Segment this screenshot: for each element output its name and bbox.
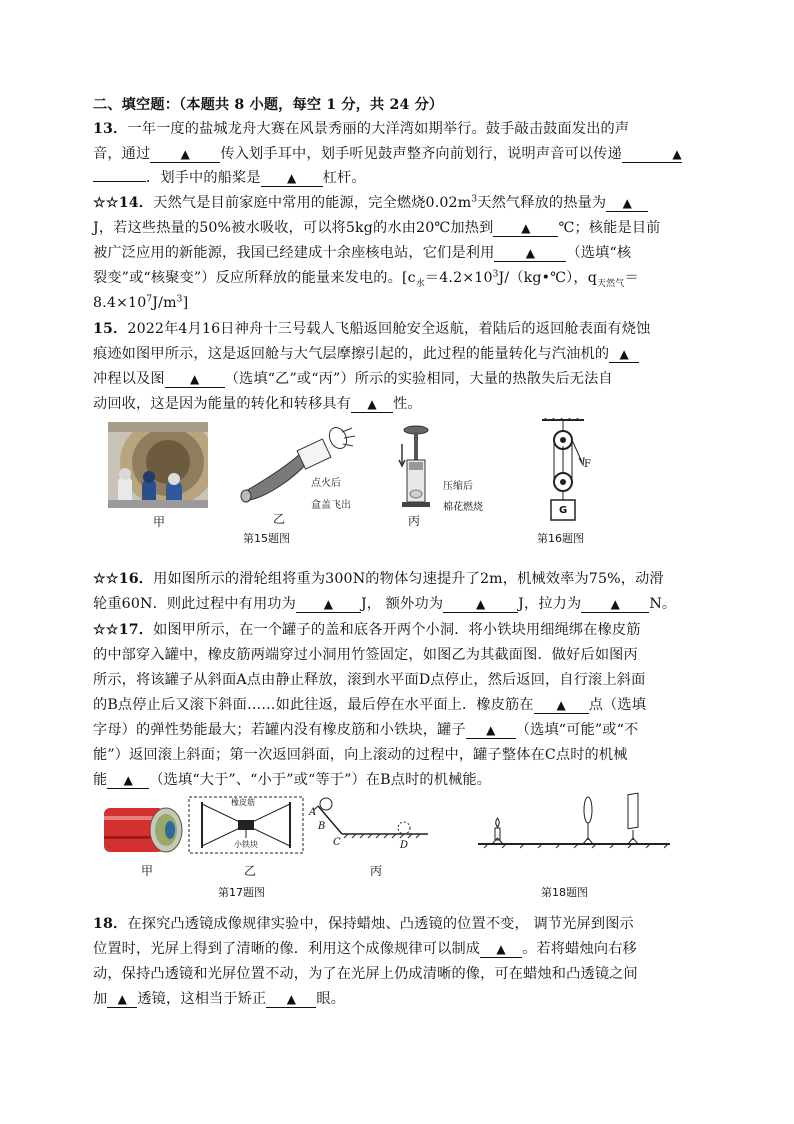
fig17-label-yi: 乙 bbox=[244, 864, 257, 878]
q17-line7 bbox=[93, 770, 705, 790]
q18-line4 bbox=[93, 989, 705, 1009]
q18-number: 18． bbox=[93, 916, 128, 932]
fig15-bing-text1: 压缩后 bbox=[443, 481, 473, 492]
blank-marker: ▲ bbox=[619, 347, 629, 361]
fig17-point-b: B bbox=[318, 821, 326, 832]
q14-line5 bbox=[93, 293, 705, 313]
fig17-label-jia: 甲 bbox=[141, 864, 154, 878]
fig15-bing-drawing bbox=[396, 424, 436, 508]
q15-text: 动回收，这是因为能量的转化和转移具有 bbox=[93, 396, 352, 412]
answer-blank[interactable] bbox=[93, 181, 146, 182]
q14-text: J，若这些热量的50%被水吸收，可以将5kg的水由20℃加热到 bbox=[93, 220, 494, 236]
q14-line2 bbox=[93, 218, 705, 238]
fig16-weight-label: G bbox=[559, 505, 568, 516]
q14-line3 bbox=[93, 243, 705, 263]
q18-text: 在探究凸透镜成像规律实验中，保持蜡烛、凸透镜的位置不变， 调节光屏到图示 bbox=[127, 916, 634, 932]
q14-text: ＝4.2×10 bbox=[424, 270, 493, 286]
fig15-label-bing: 丙 bbox=[408, 514, 421, 528]
q15-text: 冲程以及图 bbox=[93, 371, 165, 387]
q13-line3 bbox=[93, 168, 705, 188]
fig17-label-bing: 丙 bbox=[370, 864, 383, 878]
q18-line2 bbox=[93, 939, 705, 959]
fig17-ramp-diagram bbox=[308, 796, 432, 854]
q14-text: 天然气是目前家庭中常用的能源，完全燃烧0.02m bbox=[153, 195, 472, 211]
q14-text: 7 bbox=[146, 294, 153, 305]
q14-text: J/（kg•℃），q bbox=[498, 270, 597, 286]
q14-text: 被广泛应用的新能源，我国已经建成十余座核电站，它们是利用 bbox=[93, 245, 495, 261]
blank-marker: ▲ bbox=[486, 723, 496, 737]
q14-text: 裂变”或“核聚变”）反应所释放的能量来发电的。[c bbox=[93, 270, 416, 286]
q16-line2 bbox=[93, 594, 705, 614]
blank-marker: ▲ bbox=[123, 773, 134, 787]
fig15-photo-capsule bbox=[108, 422, 208, 508]
q16-line1 bbox=[93, 569, 705, 589]
q14-text: 天然气释放的热量为 bbox=[477, 195, 607, 211]
fig15-label-jia: 甲 bbox=[153, 515, 166, 529]
blank-marker: ▲ bbox=[190, 372, 200, 386]
answer-blank[interactable] bbox=[480, 942, 522, 958]
fig17-caption: 第17题图 bbox=[218, 886, 265, 899]
q17-text: （选填“可能”或“不 bbox=[515, 722, 639, 738]
q14-number: ☆☆14． bbox=[93, 195, 154, 211]
answer-blank[interactable] bbox=[443, 597, 518, 613]
answer-blank[interactable] bbox=[351, 397, 393, 413]
q14-text: 3 bbox=[471, 194, 478, 205]
q15-text: （选填“乙”或“丙”）所示的实验相同，大量的热散失后无法自 bbox=[224, 371, 613, 387]
q15-text: 2022年4月16日神舟十三号载人飞船返回舱安全返航，着陆后的返回舱表面有烧蚀 bbox=[127, 321, 651, 337]
blank-marker: ▲ bbox=[286, 992, 297, 1006]
q17-text: 字母）的弹性势能最大；若罐内没有橡皮筋和小铁块，罐子 bbox=[93, 722, 466, 738]
q14-line1 bbox=[93, 193, 705, 213]
q17-text: 能 bbox=[93, 772, 108, 788]
q18-line3: 动，保持凸透镜和光屏位置不动，为了在光屏上仍成清晰的像，可在蜡烛和凸透镜之间 bbox=[93, 966, 638, 982]
blank-marker: ▲ bbox=[556, 698, 566, 712]
fig18-caption: 第18题图 bbox=[541, 886, 588, 899]
q18-text: 。若将蜡烛向右移 bbox=[522, 941, 637, 957]
q15-line1 bbox=[93, 319, 705, 339]
q16-text: 轮重60N．则此过程中有用功为 bbox=[93, 596, 296, 612]
q17-line6: 能”）返回滚上斜面；第一次返回斜面，向上滚动的过程中，罐子整体在C点时的机械 bbox=[93, 747, 628, 763]
q15-line4 bbox=[93, 394, 705, 414]
fig15-yi-drawing bbox=[238, 424, 358, 504]
q13-text: ．划手中的船桨是 bbox=[146, 170, 261, 186]
answer-blank[interactable] bbox=[534, 698, 589, 714]
section-title: 二、填空题：（本题共 8 小题，每空 1 分，共 24 分） bbox=[93, 97, 444, 113]
blank-marker: ▲ bbox=[610, 597, 621, 611]
q15-line3 bbox=[93, 369, 705, 389]
fig15-bing-text2: 棉花燃烧 bbox=[443, 502, 483, 513]
q16-text: J， 额外功为 bbox=[360, 596, 444, 612]
q17-line2: 的中部穿入罐中，橡皮筋两端穿过小洞用竹签固定，如图乙为其截面图．做好后如图丙 bbox=[93, 647, 638, 663]
blank-marker: ▲ bbox=[367, 397, 377, 411]
q17-line4 bbox=[93, 695, 705, 715]
q13-text: 杠杆。 bbox=[322, 170, 366, 186]
fig17-iron-block-label: 小铁块 bbox=[234, 840, 258, 849]
answer-blank[interactable] bbox=[150, 147, 220, 163]
answer-blank[interactable] bbox=[466, 723, 516, 739]
blank-marker: ▲ bbox=[525, 246, 536, 260]
q13-text: 一年一度的盐城龙舟大赛在风景秀丽的大洋湾如期举行。鼓手敲击鼓面发出的声 bbox=[127, 121, 630, 137]
q16-text: J，拉力为 bbox=[518, 596, 582, 612]
fig18-optical-bench bbox=[476, 790, 672, 854]
q16-text: 用如图所示的滑轮组将重为300N的物体匀速提升了2m，机械效率为75%，动滑 bbox=[153, 571, 664, 587]
answer-blank[interactable] bbox=[494, 246, 566, 262]
q14-text: 水 bbox=[415, 278, 425, 289]
q15-text: 痕迹如图甲所示，这是返回舱与大气层摩擦引起的，此过程的能量转化与汽油机的 bbox=[93, 346, 610, 362]
q18-text: 眼。 bbox=[316, 991, 346, 1007]
q13-line1 bbox=[93, 119, 705, 139]
q17-line1 bbox=[93, 620, 705, 640]
q13-number: 13． bbox=[93, 121, 128, 137]
answer-blank[interactable] bbox=[606, 196, 648, 212]
fig17-point-c: C bbox=[333, 837, 341, 848]
blank-marker: ▲ bbox=[117, 992, 128, 1006]
answer-blank[interactable] bbox=[266, 992, 316, 1008]
fig15-yi-text1: 点火后 bbox=[311, 478, 341, 489]
q13-text: 传入划手耳中，划手听见鼓声整齐向前划行，说明声音可以传递 bbox=[220, 146, 622, 162]
answer-blank[interactable] bbox=[622, 147, 682, 163]
q14-text: 天然气 bbox=[596, 278, 625, 289]
q14-text: （选填“核 bbox=[566, 245, 632, 261]
answer-blank[interactable] bbox=[609, 347, 639, 363]
fig15-yi-text2: 盒盖飞出 bbox=[311, 500, 351, 511]
q14-line4 bbox=[93, 268, 705, 288]
blank-marker: ▲ bbox=[323, 597, 334, 611]
q17-line3: 所示，将该罐子从斜面A点由静止释放，滚到水平面D点停止，然后返回，自行滚上斜面 bbox=[93, 672, 646, 688]
q18-line1 bbox=[93, 914, 705, 934]
q15-text: 性。 bbox=[393, 396, 422, 412]
q18-text: 位置时，光屏上得到了清晰的像．利用这个成像规律可以制成 bbox=[93, 941, 481, 957]
q17-text: 点（选填 bbox=[588, 697, 647, 713]
q15-line2 bbox=[93, 344, 705, 364]
blank-marker: ▲ bbox=[521, 221, 531, 235]
blank-marker: ▲ bbox=[180, 147, 191, 161]
q18-text: 加 bbox=[93, 991, 108, 1007]
q16-number: ☆☆16． bbox=[93, 571, 154, 587]
q17-text: 如图甲所示，在一个罐子的盖和底各开两个小洞．将小铁块用细绳绑在橡皮筋 bbox=[153, 622, 641, 638]
answer-blank[interactable] bbox=[261, 171, 323, 187]
blank-marker: ▲ bbox=[672, 147, 682, 161]
answer-blank[interactable] bbox=[493, 221, 558, 237]
blank-marker: ▲ bbox=[496, 942, 506, 956]
q17-text: 的B点停止后又滚下斜面……如此往返，最后停在水平面上．橡皮筋在 bbox=[93, 697, 534, 713]
answer-blank[interactable] bbox=[107, 992, 137, 1008]
q14-text: ＝ bbox=[624, 270, 639, 286]
answer-blank[interactable] bbox=[581, 597, 649, 613]
q17-number: ☆☆17． bbox=[93, 622, 154, 638]
q15-number: 15． bbox=[93, 321, 128, 337]
fig17-point-a: A bbox=[309, 807, 317, 818]
q17-line5 bbox=[93, 720, 705, 740]
fig17-can-photo bbox=[100, 802, 185, 857]
q14-text: 3 bbox=[492, 269, 499, 280]
q17-text: （选填“大于”、“小于”或“等于”）在B点时的机械能。 bbox=[149, 772, 492, 788]
blank-marker: ▲ bbox=[287, 171, 297, 185]
answer-blank[interactable] bbox=[296, 597, 361, 613]
answer-blank[interactable] bbox=[107, 773, 149, 789]
q14-text: ℃；核能是目前 bbox=[558, 220, 661, 236]
blank-marker: ▲ bbox=[475, 597, 486, 611]
q13-line2 bbox=[93, 144, 705, 164]
fig15-caption: 第15题图 bbox=[243, 532, 290, 545]
fig17-point-d: D bbox=[400, 840, 409, 851]
q18-text: 透镜，这相当于矫正 bbox=[137, 991, 267, 1007]
blank-marker: ▲ bbox=[622, 196, 632, 210]
fig15-label-yi: 乙 bbox=[273, 512, 286, 526]
q13-text: 音，通过 bbox=[93, 146, 151, 162]
q14-text: 3 bbox=[176, 294, 183, 305]
answer-blank[interactable] bbox=[165, 372, 225, 388]
q16-text: N。 bbox=[649, 596, 677, 612]
q14-text: 8.4×10 bbox=[93, 295, 147, 311]
fig16-caption: 第16题图 bbox=[537, 532, 584, 545]
fig17-rubber-band-label: 橡皮筋 bbox=[231, 798, 255, 807]
q14-text: J/m bbox=[152, 295, 177, 311]
fig16-force-label: F bbox=[584, 459, 591, 470]
q14-text: ] bbox=[182, 295, 189, 311]
